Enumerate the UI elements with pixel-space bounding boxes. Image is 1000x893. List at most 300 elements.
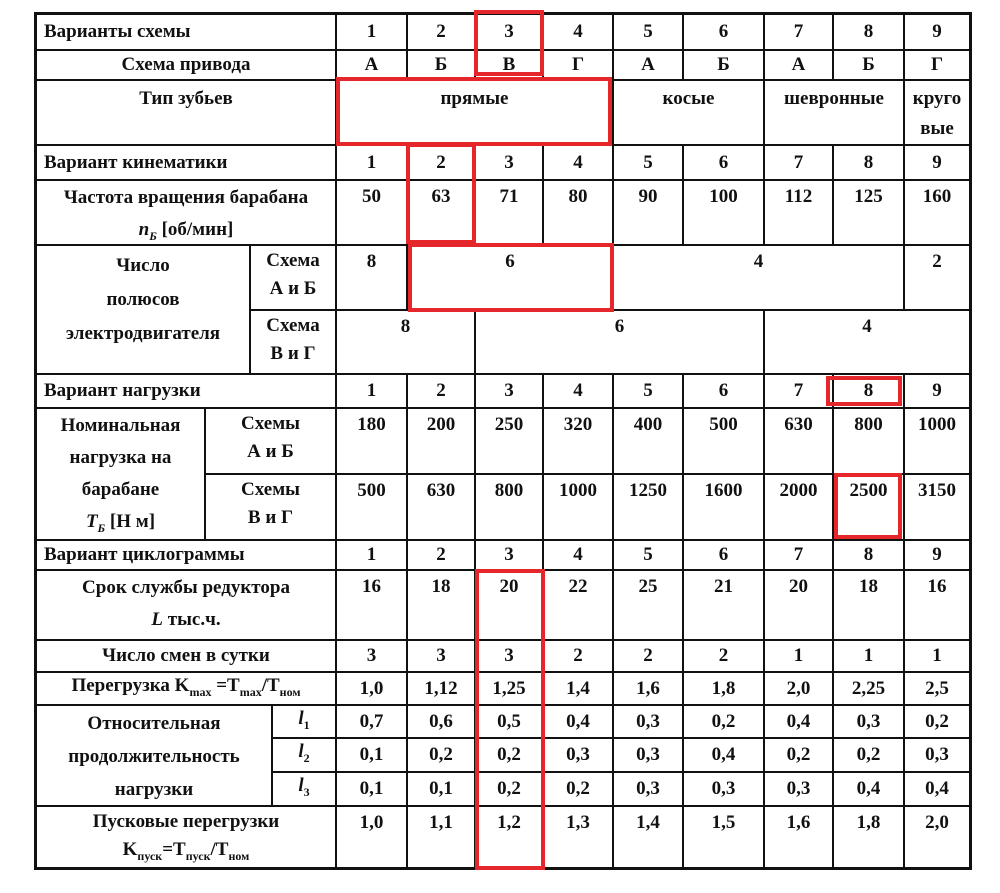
grid-line [903, 14, 905, 80]
grid-line [36, 79, 970, 81]
shifts-label [36, 640, 336, 672]
grid-line [36, 671, 970, 673]
shifts-value: 3 [436, 645, 446, 666]
drive-scheme-2 [407, 50, 475, 80]
relative-duration-l3-value: 0,3 [711, 778, 736, 799]
grid-line [682, 145, 684, 245]
nominal-load-vg-value: 3150 [918, 480, 956, 501]
relative-duration-l1-value: 0,6 [429, 710, 453, 732]
kinematics-variant-value: 2 [436, 151, 446, 173]
teeth-type-circular [904, 80, 970, 145]
load-variant-value: 6 [718, 380, 729, 401]
sub: max [189, 684, 212, 699]
nominal-load-vg-value: 800 [494, 480, 524, 501]
label-line: Схемы [241, 479, 300, 500]
label: /T [210, 839, 229, 860]
motor-poles-vg-7-9 [764, 310, 970, 374]
load-variant-value: 8 [863, 380, 874, 401]
scheme-variant-6 [683, 14, 764, 50]
nominal-load-ab-value: 180 [357, 414, 386, 435]
grid-line [406, 145, 408, 245]
label-line: Схема [266, 315, 320, 336]
service-life-value: 25 [638, 576, 658, 597]
relative-duration-l1-4 [543, 705, 613, 738]
relative-duration-l2-8 [833, 738, 904, 772]
unit: [об/мин] [161, 219, 234, 240]
scheme-variant-4 [543, 14, 613, 50]
relative-duration-l1-6 [683, 705, 764, 738]
label-line: Схема [266, 250, 320, 271]
sub: max [239, 684, 262, 699]
motor-poles-vg-1-2 [336, 310, 475, 374]
overload-4 [543, 672, 613, 705]
symbol-sub: Б [149, 228, 157, 243]
load-variant-3 [475, 374, 543, 408]
service-life-value: 16 [927, 576, 947, 597]
symbol-sub: 2 [303, 750, 310, 765]
nominal-load-vg-2 [407, 474, 475, 540]
service-life-9 [904, 570, 970, 640]
relative-duration-l2-value: 0,1 [359, 744, 384, 765]
drive-scheme-value: А [364, 54, 379, 75]
scheme-variant-value: 6 [718, 21, 729, 42]
drive-scheme-7 [764, 50, 833, 80]
grid-line [763, 145, 765, 245]
nominal-load-vg-1 [336, 474, 407, 540]
grid-line [682, 374, 684, 868]
shifts-8 [833, 640, 904, 672]
symbol-sub: 1 [303, 717, 310, 732]
scheme-variant-9 [904, 14, 970, 50]
scheme-variant-5 [613, 14, 683, 50]
grid-line [612, 145, 614, 245]
value: круговые [912, 88, 962, 139]
nominal-load-vg-value: 1000 [559, 480, 597, 501]
label: Вариант циклограммы [44, 544, 245, 565]
grid-line [474, 14, 476, 80]
start-overload-value: 2,0 [925, 812, 949, 833]
motor-poles-vg-3-6 [475, 310, 764, 374]
nominal-load-ab-9 [904, 408, 970, 474]
scheme-variant-value: 9 [932, 21, 942, 42]
relative-duration-l1-label [272, 705, 336, 738]
grid-line [250, 309, 970, 311]
relative-duration-l3-value: 0,3 [786, 778, 811, 799]
shifts-value: 3 [366, 645, 377, 666]
overload-7 [764, 672, 833, 705]
nominal-load-ab-3 [475, 408, 543, 474]
overload-value: 2,25 [851, 677, 886, 699]
relative-duration-l3-value: 0,1 [429, 778, 453, 799]
relative-duration-l3-2 [407, 772, 475, 806]
service-life-value: 20 [499, 576, 519, 597]
cyclogram-variant-2 [407, 540, 475, 570]
label: Тип зубьев [139, 88, 233, 109]
relative-duration-l2-label [272, 738, 336, 772]
motor-poles-vg-label [250, 310, 336, 374]
grid-line [406, 374, 408, 868]
grid-line [36, 373, 970, 375]
relative-duration-l3-value: 0,4 [856, 778, 881, 799]
shifts-3 [475, 640, 543, 672]
nominal-load-ab-value: 200 [426, 414, 456, 435]
relative-duration-l2-value: 0,3 [566, 744, 590, 765]
scheme-variant-value: 5 [643, 21, 653, 42]
label-line: Пусковые перегрузки [92, 811, 280, 832]
cyclogram-variant-6 [683, 540, 764, 570]
motor-poles-label [36, 245, 250, 374]
unit: [Н м] [109, 511, 156, 532]
relative-duration-l3-value: 0,1 [359, 778, 384, 799]
overload-label [36, 672, 336, 705]
relative-duration-l1-value: 0,3 [856, 710, 881, 732]
service-life-2 [407, 570, 475, 640]
shifts-7 [764, 640, 833, 672]
relative-duration-l2-value: 0,3 [636, 744, 660, 765]
drive-scheme-value: Г [571, 54, 585, 75]
relative-duration-l3-value: 0,2 [497, 778, 521, 799]
relative-duration-l3-8 [833, 772, 904, 806]
nominal-load-vg-8 [833, 474, 904, 540]
drum-speed-value: 112 [784, 186, 813, 207]
nominal-load-vg-3 [475, 474, 543, 540]
grid-line [36, 244, 970, 246]
scheme-variant-value: 7 [793, 21, 804, 42]
start-overload-7 [764, 806, 833, 868]
grid-line [205, 473, 970, 475]
cyclogram-variant-value: 8 [863, 544, 874, 565]
label-line: продолжительность [68, 746, 240, 767]
kinematics-variant-value: 4 [573, 151, 583, 173]
overload-9 [904, 672, 970, 705]
kinematics-variant-9 [904, 145, 970, 180]
drive-scheme-value: В [502, 54, 516, 75]
load-variant-9 [904, 374, 970, 408]
grid-line [903, 80, 905, 145]
grid-line [542, 145, 544, 245]
label: Варианты схемы [44, 21, 191, 42]
start-overload-5 [613, 806, 683, 868]
label: /T [261, 674, 280, 696]
label-line: барабане [81, 479, 160, 500]
service-life-value: 18 [431, 576, 451, 597]
nominal-load-vg-value: 2500 [849, 480, 888, 501]
drive-scheme-5 [613, 50, 683, 80]
relative-duration-l1-9 [904, 705, 970, 738]
drum-speed-label [36, 180, 336, 245]
grid-line [903, 245, 905, 310]
service-life-3 [475, 570, 543, 640]
relative-duration-l3-value: 0,3 [636, 778, 660, 799]
overload-8 [833, 672, 904, 705]
symbol: l [298, 775, 304, 797]
drive-scheme-3 [475, 50, 543, 80]
drum-speed-value: 90 [638, 186, 658, 207]
start-overload-value: 1,6 [786, 812, 811, 833]
label: Число смен в сутки [102, 645, 270, 666]
kinematics-variant-value: 3 [504, 151, 514, 173]
grid-line [903, 374, 905, 868]
load-variant-8 [833, 374, 904, 408]
grid-line [204, 408, 206, 540]
label: =T [162, 839, 186, 860]
start-overload-9 [904, 806, 970, 868]
relative-duration-l1-value: 0,2 [711, 710, 736, 732]
motor-poles-ab-label [250, 245, 336, 310]
overload-6 [683, 672, 764, 705]
grid-line [249, 245, 251, 374]
nominal-load-ab-4 [543, 408, 613, 474]
grid-line [474, 145, 476, 245]
relative-duration-l3-1 [336, 772, 407, 806]
sub: пуск [185, 848, 211, 863]
kinematics-variant-value: 1 [366, 151, 377, 173]
label: Вариант кинематики [44, 151, 228, 173]
label: Схема привода [121, 54, 251, 75]
symbol: L [151, 609, 164, 630]
overload-value: 2,0 [786, 677, 811, 699]
start-overload-value: 1,1 [429, 812, 453, 833]
load-variant-value: 2 [436, 380, 446, 401]
relative-duration-l2-value: 0,2 [429, 744, 453, 765]
sub: ном [228, 848, 250, 863]
kinematics-variant-3 [475, 145, 543, 180]
scheme-variant-value: 2 [436, 21, 446, 42]
nominal-load-vg-5 [613, 474, 683, 540]
value: 8 [400, 316, 411, 337]
kinematics-variant-value: 9 [932, 151, 942, 173]
overload-3 [475, 672, 543, 705]
drum-speed-3 [475, 180, 543, 245]
shifts-4 [543, 640, 613, 672]
relative-duration-l1-value: 0,2 [925, 710, 949, 732]
overload-value: 1,4 [566, 677, 590, 699]
scheme-variant-7 [764, 14, 833, 50]
overload-2 [407, 672, 475, 705]
unit: тыс.ч. [167, 609, 221, 630]
grid-line [36, 49, 970, 51]
start-overload-value: 1,2 [497, 812, 521, 833]
relative-duration-l3-6 [683, 772, 764, 806]
kinematics-variant-value: 8 [863, 151, 874, 173]
relative-duration-l1-value: 0,3 [636, 710, 660, 732]
scheme-variant-value: 1 [366, 21, 377, 42]
start-overload-2 [407, 806, 475, 868]
overload-value: 2,5 [925, 677, 949, 699]
start-overload-value: 1,8 [856, 812, 881, 833]
drum-speed-9 [904, 180, 970, 245]
symbol: l [298, 741, 304, 763]
relative-duration-l3-7 [764, 772, 833, 806]
shifts-value: 1 [932, 645, 942, 666]
start-overload-6 [683, 806, 764, 868]
scheme-variant-8 [833, 14, 904, 50]
start-overload-value: 1,5 [711, 812, 736, 833]
relative-duration-l3-5 [613, 772, 683, 806]
shifts-value: 1 [793, 645, 804, 666]
label-line: Схемы [241, 413, 300, 434]
overload-value: 1,12 [424, 677, 458, 699]
relative-duration-l2-value: 0,2 [786, 744, 811, 765]
start-overload-1 [336, 806, 407, 868]
grid-line [474, 374, 476, 868]
cyclogram-variant-label [36, 540, 336, 570]
scheme-variant-value: 8 [863, 21, 874, 42]
service-life-6 [683, 570, 764, 640]
shifts-value: 3 [504, 645, 514, 666]
sub: пуск [137, 848, 163, 863]
cyclogram-variant-4 [543, 540, 613, 570]
grid-line [612, 374, 614, 868]
scheme-variant-3 [475, 14, 543, 50]
overload-value: 1,0 [359, 677, 384, 699]
start-overload-value: 1,4 [636, 812, 660, 833]
grid-line [36, 539, 970, 541]
drum-speed-value: 50 [362, 186, 381, 207]
grid-line [36, 569, 970, 571]
drive-scheme-1 [336, 50, 407, 80]
relative-duration-l2-4 [543, 738, 613, 772]
cyclogram-variant-value: 6 [718, 544, 729, 565]
cyclogram-variant-7 [764, 540, 833, 570]
grid-line [272, 737, 970, 739]
nominal-load-vg-value: 1250 [629, 480, 667, 501]
scheme-variant-1 [336, 14, 407, 50]
service-life-value: 20 [789, 576, 808, 597]
kinematics-variant-1 [336, 145, 407, 180]
relative-duration-l2-value: 0,3 [925, 744, 949, 765]
overload-5 [613, 672, 683, 705]
service-life-5 [613, 570, 683, 640]
load-variant-value: 9 [932, 380, 942, 401]
cyclogram-variant-1 [336, 540, 407, 570]
drive-scheme-8 [833, 50, 904, 80]
service-life-value: 18 [859, 576, 878, 597]
cyclogram-variant-value: 7 [793, 544, 804, 565]
grid-line [36, 704, 970, 706]
relative-duration-l1-value: 0,7 [359, 710, 384, 732]
sub: ном [279, 684, 301, 699]
shifts-value: 2 [643, 645, 653, 666]
nominal-load-ab-value: 500 [709, 414, 738, 435]
nominal-load-vg-value: 2000 [779, 480, 818, 501]
nominal-load-ab-7 [764, 408, 833, 474]
start-overload-3 [475, 806, 543, 868]
nominal-load-ab-value: 1000 [918, 414, 956, 435]
value: 2 [932, 251, 942, 272]
symbol-sub: Б [97, 520, 106, 535]
nominal-load-ab-label [205, 408, 336, 474]
shifts-1 [336, 640, 407, 672]
service-life-value: 16 [362, 576, 381, 597]
load-variant-5 [613, 374, 683, 408]
cyclogram-variant-3 [475, 540, 543, 570]
label-line: Относительная [87, 713, 221, 734]
grid-line [36, 805, 970, 807]
grid-line [612, 245, 614, 310]
nominal-load-vg-value: 630 [426, 480, 456, 501]
drum-speed-value: 160 [922, 186, 952, 207]
motor-poles-ab-9 [904, 245, 970, 310]
cyclogram-variant-value: 2 [436, 544, 446, 565]
cyclogram-variant-9 [904, 540, 970, 570]
start-overload-8 [833, 806, 904, 868]
grid-line [763, 310, 765, 374]
drive-scheme-6 [683, 50, 764, 80]
start-overload-label [36, 806, 336, 868]
drum-speed-4 [543, 180, 613, 245]
teeth-type-straight [336, 80, 613, 145]
value: косые [662, 88, 715, 109]
shifts-value: 1 [863, 645, 874, 666]
relative-duration-l2-9 [904, 738, 970, 772]
kinematics-variant-8 [833, 145, 904, 180]
drum-speed-1 [336, 180, 407, 245]
label-line: Срок службы редуктора [82, 577, 290, 598]
service-life-4 [543, 570, 613, 640]
kinematics-variant-value: 5 [643, 151, 653, 173]
nominal-load-vg-7 [764, 474, 833, 540]
kinematics-variant-value: 6 [718, 151, 729, 173]
cyclogram-variant-value: 1 [366, 544, 377, 565]
symbol: n [138, 219, 150, 240]
kinematics-variant-7 [764, 145, 833, 180]
service-life-value: 22 [568, 576, 588, 597]
grid-line [36, 639, 970, 641]
start-overload-value: 1,0 [359, 812, 384, 833]
value: шевронные [784, 88, 884, 109]
relative-duration-l2-5 [613, 738, 683, 772]
nominal-load-ab-8 [833, 408, 904, 474]
relative-duration-l3-value: 0,4 [925, 778, 949, 799]
label-line: нагрузка на [69, 447, 172, 468]
nominal-load-ab-value: 320 [563, 414, 593, 435]
nominal-load-vg-6 [683, 474, 764, 540]
start-overload-value: 1,3 [566, 812, 590, 833]
teeth-type-label [36, 80, 336, 145]
drive-scheme-value: Б [717, 54, 730, 75]
scheme-variant-2 [407, 14, 475, 50]
grid-line [271, 705, 273, 806]
motor-poles-ab-2-4 [407, 245, 613, 310]
grid-line [832, 374, 834, 868]
drive-scheme-value: А [791, 54, 806, 75]
label-line: электродвигателя [65, 323, 221, 344]
grid-line [832, 14, 834, 80]
service-life-1 [336, 570, 407, 640]
symbol: l [298, 707, 304, 729]
load-variant-7 [764, 374, 833, 408]
drive-scheme-value: А [641, 54, 655, 75]
overload-1 [336, 672, 407, 705]
drive-scheme-value: Б [434, 54, 448, 75]
relative-duration-l2-2 [407, 738, 475, 772]
shifts-6 [683, 640, 764, 672]
shifts-9 [904, 640, 970, 672]
load-variant-value: 7 [793, 380, 804, 401]
relative-duration-l1-7 [764, 705, 833, 738]
nominal-load-ab-value: 400 [633, 414, 663, 435]
label: =T [211, 674, 240, 696]
load-variant-value: 1 [366, 380, 377, 401]
load-variant-2 [407, 374, 475, 408]
overload-value: 1,8 [711, 677, 736, 699]
grid-line [612, 14, 614, 80]
drum-speed-2 [407, 180, 475, 245]
grid-line [272, 771, 970, 773]
label-line: Номинальная [60, 415, 181, 436]
service-life-label [36, 570, 336, 640]
